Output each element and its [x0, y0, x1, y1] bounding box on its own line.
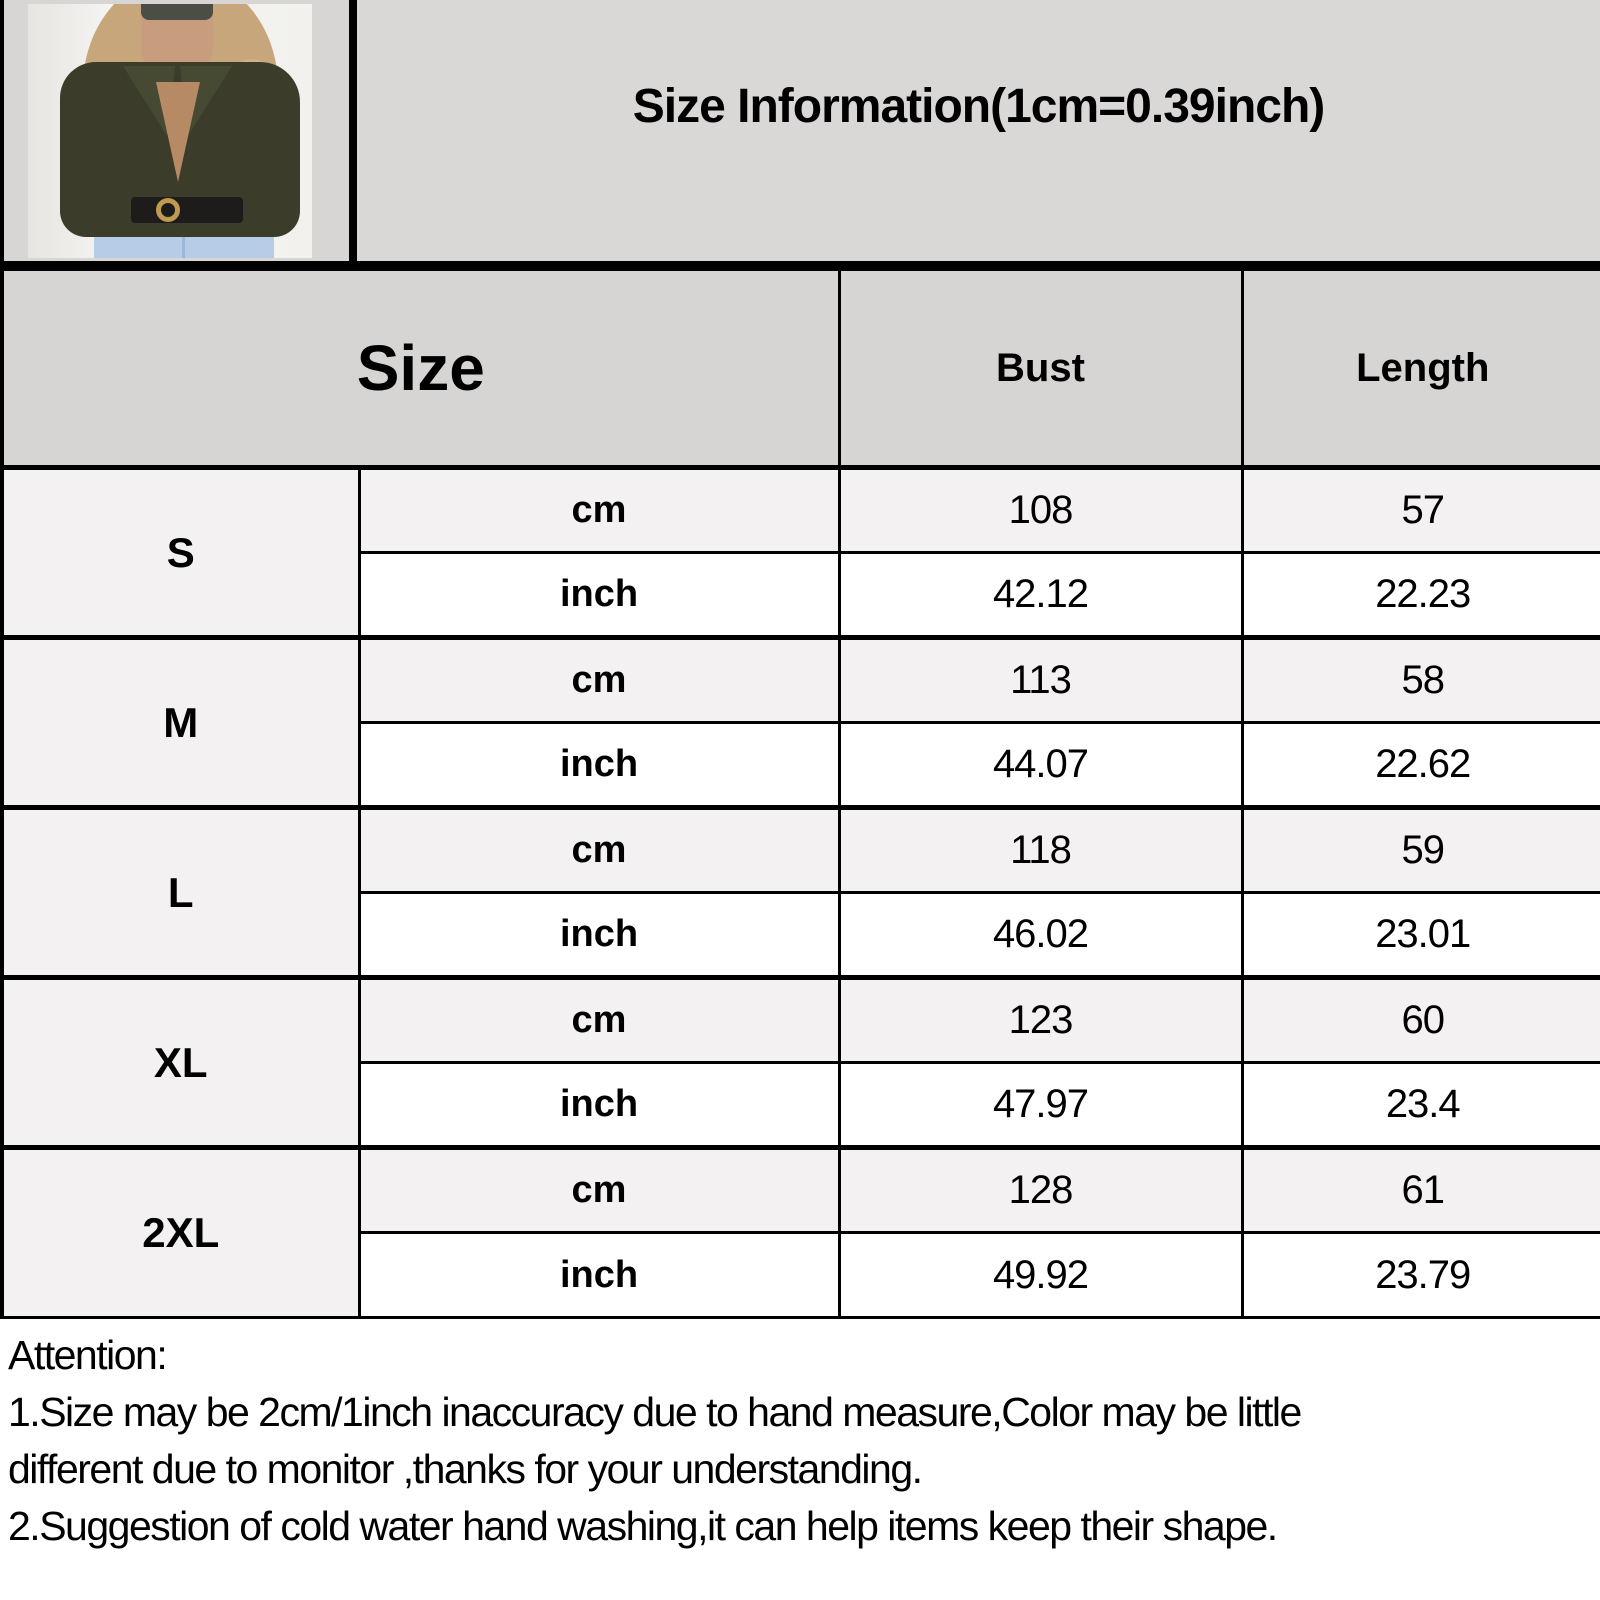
length-value: 22.23 — [1242, 553, 1600, 638]
column-header-size: Size — [2, 270, 839, 468]
unit-label: cm — [359, 978, 839, 1063]
length-value: 22.62 — [1242, 723, 1600, 808]
attention-notes — [0, 1319, 1600, 1555]
table-row-2xl-cm — [2, 1148, 1600, 1233]
size-label-xl: XL — [2, 978, 359, 1148]
size-label-2xl: 2XL — [2, 1148, 359, 1318]
size-label-l: L — [2, 808, 359, 978]
note-line-3: 2.Suggestion of cold water hand washing,it can help items keep their shape. — [8, 1503, 1277, 1549]
table-row-s-cm — [2, 468, 1600, 553]
size-table — [0, 268, 1600, 1319]
note-line-1: 1.Size may be 2cm/1inch inaccuracy due to hand measure,Color may be little — [8, 1389, 1301, 1435]
product-photo — [28, 4, 312, 258]
length-value: 23.4 — [1242, 1063, 1600, 1148]
unit-label: cm — [359, 808, 839, 893]
length-value: 57 — [1242, 468, 1600, 553]
unit-label: cm — [359, 1148, 839, 1233]
table-row-xl-cm — [2, 978, 1600, 1063]
unit-label: inch — [359, 1233, 839, 1318]
unit-label: cm — [359, 638, 839, 723]
table-row-m-cm — [2, 638, 1600, 723]
bust-value: 118 — [839, 808, 1242, 893]
product-photo-cell — [4, 0, 357, 261]
header-band — [0, 0, 1600, 268]
size-label-m: M — [2, 638, 359, 808]
title-cell — [357, 0, 1600, 261]
table-header-row — [2, 270, 1600, 468]
bust-value: 123 — [839, 978, 1242, 1063]
unit-label: cm — [359, 468, 839, 553]
unit-label: inch — [359, 1063, 839, 1148]
length-value: 23.79 — [1242, 1233, 1600, 1318]
size-label-s: S — [2, 468, 359, 638]
bust-value: 49.92 — [839, 1233, 1242, 1318]
unit-label: inch — [359, 723, 839, 808]
length-value: 23.01 — [1242, 893, 1600, 978]
bust-value: 108 — [839, 468, 1242, 553]
table-row-l-cm — [2, 808, 1600, 893]
bust-value: 46.02 — [839, 893, 1242, 978]
length-value: 60 — [1242, 978, 1600, 1063]
length-value: 61 — [1242, 1148, 1600, 1233]
column-header-length: Length — [1242, 270, 1600, 468]
belt-buckle — [156, 198, 180, 222]
model-belt — [131, 197, 243, 223]
bust-value: 47.97 — [839, 1063, 1242, 1148]
bust-value: 42.12 — [839, 553, 1242, 638]
bust-value: 128 — [839, 1148, 1242, 1233]
notes-heading: Attention: — [8, 1332, 167, 1378]
unit-label: inch — [359, 553, 839, 638]
note-line-2: different due to monitor ,thanks for your understanding. — [8, 1446, 922, 1492]
length-value: 58 — [1242, 638, 1600, 723]
model-sunglasses — [141, 4, 213, 20]
bust-value: 44.07 — [839, 723, 1242, 808]
page-title: Size Information(1cm=0.39inch) — [632, 80, 1325, 133]
bust-value: 113 — [839, 638, 1242, 723]
column-header-bust: Bust — [839, 270, 1242, 468]
length-value: 59 — [1242, 808, 1600, 893]
unit-label: inch — [359, 893, 839, 978]
